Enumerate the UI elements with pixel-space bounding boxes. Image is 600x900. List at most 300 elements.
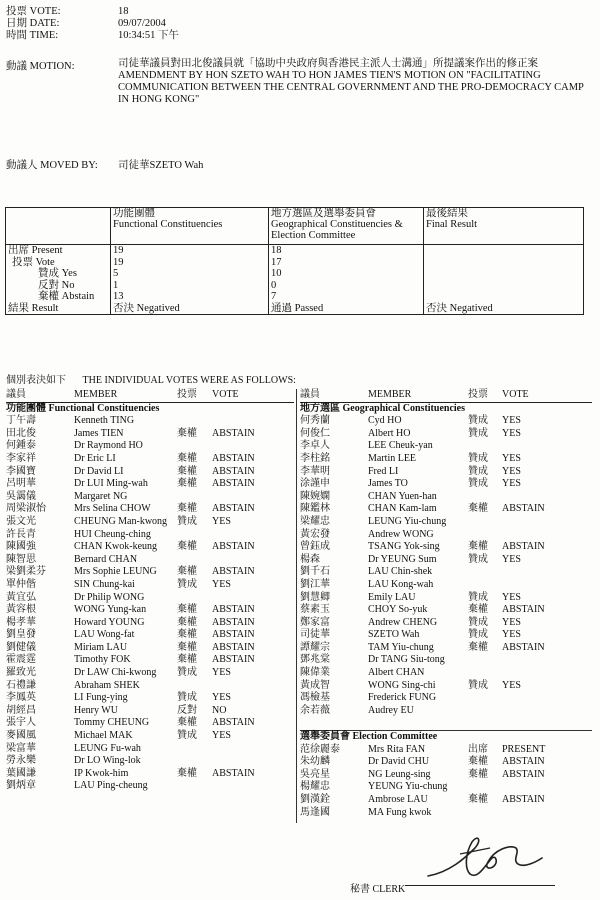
table-row (300, 415, 592, 428)
member-name: Dr David LI (74, 465, 124, 477)
table-row (6, 453, 294, 466)
vote-value: ABSTAIN (502, 794, 545, 805)
vote-value: ABSTAIN (502, 768, 545, 780)
table-row (6, 705, 294, 718)
summary-label-result: 結果 Result (8, 302, 59, 314)
table-row (300, 453, 592, 466)
vote-cn: 棄權 (468, 768, 488, 780)
vote-value: YES (502, 452, 521, 464)
table-row (6, 680, 294, 693)
vote-cn: 出席 (468, 743, 488, 755)
member-name-cn: 張文光 (6, 515, 36, 527)
table-row (300, 554, 592, 567)
member-name-cn: 陳鑑林 (300, 503, 330, 515)
member-name-cn: 李柱銘 (300, 452, 330, 464)
vote-value: YES (502, 553, 521, 565)
vote-value: ABSTAIN (212, 767, 255, 779)
vote-number-line (6, 6, 129, 18)
member-name: Andrew CHENG (368, 616, 438, 628)
table-row (300, 667, 592, 680)
table-row (6, 629, 294, 642)
vote-cn: 贊成 (468, 452, 488, 464)
summary-fc-values (111, 245, 269, 315)
vote-cn: 贊成 (468, 679, 488, 691)
fc-column-header: 功能團體 Functional Constituencies (111, 208, 269, 245)
member-name-cn: 鄧兆棠 (300, 654, 330, 666)
table-row (300, 781, 592, 794)
vote-value: ABSTAIN (212, 478, 255, 490)
member-name: Frederick FUNG (368, 692, 437, 704)
gc-section-title: 地方選區 Geographical Constituencies (300, 402, 465, 414)
fc-vote: 19 (113, 256, 124, 268)
member-name: MA Fung kwok (368, 806, 432, 818)
individual-heading-en: THE INDIVIDUAL VOTES WERE AS FOLLOWS: (82, 375, 296, 386)
table-row (300, 617, 592, 630)
member-name-cn: 陳智思 (6, 553, 36, 565)
member-name-cn: 譚耀宗 (300, 641, 330, 653)
member-name: SIN Chung-kai (74, 578, 135, 590)
table-row (6, 529, 294, 542)
col-vote-right: VOTE (502, 389, 529, 400)
member-name: Bernard CHAN (74, 553, 138, 565)
member-name: LAU Wong-fat (74, 629, 135, 641)
member-name-cn: 梁劉柔芬 (6, 566, 46, 578)
table-row (6, 667, 294, 680)
member-name: LAU Kong-wah (368, 578, 434, 590)
vote-value: YES (502, 465, 521, 477)
gc-present: 18 (271, 245, 282, 256)
vote-value: ABSTAIN (502, 541, 545, 553)
vote-label: 投票 VOTE: (6, 6, 61, 17)
vote-cn: 棄權 (177, 465, 197, 477)
clerk-label: 秘書 CLERK (350, 884, 406, 895)
table-row (300, 654, 592, 667)
table-row (6, 717, 294, 730)
table-row (6, 491, 294, 504)
summary-gc-values (269, 245, 424, 315)
summary-label-present: 出席 Present (8, 245, 63, 256)
vote-value: ABSTAIN (212, 566, 255, 578)
table-row (6, 566, 294, 579)
vote-value: YES (502, 629, 521, 641)
vote-value: YES (502, 591, 521, 603)
time-line (6, 30, 179, 42)
mover-label: 動議人 MOVED BY: (6, 160, 98, 171)
member-name: CHOY So-yuk (368, 604, 428, 616)
member-name-cn: 涂謹申 (300, 478, 330, 490)
vote-value: YES (212, 578, 231, 590)
member-name: Mrs Rita FAN (368, 743, 426, 755)
vote-value: ABSTAIN (212, 616, 255, 628)
member-name: Michael MAK (74, 730, 133, 742)
vote-cn: 棄權 (468, 503, 488, 515)
member-name-cn: 蔡素玉 (300, 604, 330, 616)
member-name: James TIEN (74, 427, 124, 439)
member-name: Cyd HO (368, 415, 402, 427)
member-name-cn: 葉國謙 (6, 767, 36, 779)
member-name-cn: 何俊仁 (300, 427, 330, 439)
time-label: 時間 TIME: (6, 30, 59, 41)
table-row (300, 541, 592, 554)
gc-no: 0 (271, 279, 277, 291)
member-name-cn: 李國寶 (6, 465, 36, 477)
vote-value: ABSTAIN (212, 503, 255, 515)
summary-label-yes: 贊成 Yes (38, 268, 77, 279)
member-name-cn: 黃宏發 (300, 528, 330, 540)
fc-yes: 5 (113, 268, 119, 279)
vote-value: ABSTAIN (212, 604, 255, 616)
vote-cn: 棄權 (177, 654, 197, 666)
date-line (6, 18, 166, 30)
vote-cn: 棄權 (468, 756, 488, 768)
table-row (300, 692, 592, 705)
vote-value: YES (502, 679, 521, 691)
table-row (300, 592, 592, 605)
member-name-cn: 劉漢銓 (300, 794, 330, 805)
member-name: YEUNG Yiu-chung (368, 781, 448, 793)
gc-abstain: 7 (271, 291, 277, 302)
fc-vote-list (6, 389, 294, 793)
vote-cn: 棄權 (177, 427, 197, 439)
vote-value: YES (502, 616, 521, 628)
member-name: HUI Cheung-ching (74, 528, 151, 540)
fc-section-title: 功能團體 Functional Constituencies (6, 402, 160, 414)
summary-label-no: 反對 No (38, 279, 75, 291)
member-name: SZETO Wah (368, 629, 420, 641)
member-name-cn: 何秀蘭 (300, 415, 330, 427)
table-row (300, 466, 592, 479)
table-row (300, 478, 592, 491)
mover-value: 司徒華SZETO Wah (118, 160, 204, 171)
gc-result: 通過 Passed (271, 302, 324, 314)
member-name: Dr LO Wing-lok (74, 755, 141, 767)
vote-value: ABSTAIN (212, 427, 255, 439)
table-row (6, 478, 294, 491)
col-member-right: MEMBER (368, 389, 412, 400)
motion-text (118, 58, 588, 106)
member-name: CHAN Yuen-han (368, 490, 437, 502)
vote-cn: 贊成 (468, 591, 488, 603)
member-name: Albert CHAN (368, 667, 425, 679)
member-name: NG Leung-sing (368, 768, 431, 780)
member-name-cn: 劉江華 (300, 578, 330, 590)
vote-cn: 棄權 (177, 616, 197, 628)
member-name: CHAN Kwok-keung (74, 541, 158, 553)
vote-cn: 棄權 (177, 717, 197, 729)
member-name: Dr TANG Siu-tong (368, 654, 445, 666)
member-name: LEUNG Yiu-chung (368, 515, 447, 527)
member-name-cn: 李華明 (300, 465, 330, 477)
table-row (6, 730, 294, 743)
vote-cn: 贊成 (177, 515, 197, 527)
table-row (300, 680, 592, 693)
vote-cn: 棄權 (177, 452, 197, 464)
member-name-cn: 余若薇 (300, 704, 330, 716)
member-name-cn: 楊耀忠 (300, 781, 330, 793)
member-name-cn: 吳靄儀 (6, 490, 36, 502)
member-name-cn: 劉慧卿 (300, 591, 330, 603)
member-name-cn: 羅致光 (6, 667, 36, 679)
member-name-cn: 李家祥 (6, 452, 36, 464)
member-name: LAU Chin-shek (368, 566, 433, 578)
table-row (6, 541, 294, 554)
vote-value: ABSTAIN (212, 717, 255, 729)
gc-vote: 17 (271, 256, 282, 268)
member-name: Audrey EU (368, 704, 414, 716)
member-name: Miriam LAU (74, 641, 128, 653)
gc-vote-list (300, 389, 592, 819)
table-row (300, 794, 592, 807)
motion-label: 動議 MOTION: (6, 61, 75, 72)
table-row (6, 554, 294, 567)
motion-chinese: 司徒華議員對田北俊議員就「協助中央政府與香港民主派人士溝通」所提議案作出的修正案 (118, 58, 538, 69)
vote-value: ABSTAIN (212, 541, 255, 553)
member-name: Dr YEUNG Sum (368, 553, 437, 565)
fc-abstain: 13 (113, 291, 124, 302)
vote-cn: 棄權 (177, 541, 197, 553)
member-name-cn: 馬逢國 (300, 806, 330, 818)
vote-cn: 贊成 (468, 629, 488, 641)
member-name: Mrs Selina CHOW (74, 503, 151, 515)
member-name-cn: 黃宜弘 (6, 591, 36, 603)
table-row (6, 428, 294, 441)
vote-cn: 贊成 (468, 616, 488, 628)
member-name: TSANG Yok-sing (368, 541, 440, 553)
vote-cn: 贊成 (177, 730, 197, 742)
table-row (300, 491, 592, 504)
member-name-cn: 劉皇發 (6, 629, 36, 641)
member-name: LI Fung-ying (74, 692, 128, 704)
member-name-cn: 黃成智 (300, 679, 330, 691)
table-row (6, 516, 294, 529)
member-name-cn: 楊孝華 (6, 616, 36, 628)
vote-value: YES (212, 730, 231, 742)
table-row (6, 503, 294, 516)
member-name-cn: 陳偉業 (300, 667, 330, 679)
member-name: Andrew WONG (368, 528, 434, 540)
vote-cn: 棄權 (177, 503, 197, 515)
member-name: Kenneth TING (74, 415, 135, 427)
vote-value: ABSTAIN (212, 654, 255, 666)
vote-cn: 棄權 (177, 629, 197, 641)
member-name-cn: 曾鈺成 (300, 541, 330, 553)
member-name: Albert HO (368, 427, 411, 439)
member-name-cn: 丁午壽 (6, 415, 36, 427)
member-name: Dr Eric LI (74, 452, 116, 464)
vote-value: ABSTAIN (502, 641, 545, 653)
vote-value: ABSTAIN (502, 604, 545, 616)
table-row (6, 466, 294, 479)
member-name-cn: 呂明華 (6, 478, 36, 490)
result-summary-table (5, 207, 584, 315)
table-row (6, 755, 294, 768)
member-name: WONG Yung-kan (74, 604, 147, 616)
motion-english: AMENDMENT BY HON SZETO WAH TO HON JAMES TIEN'S MOTION ON "FACILITATING COMMUNICATION BETWEEN THE CENTRAL GOVERNMENT AND THE PRO-DEMOCRACY CAMP IN HONG KONG" (118, 70, 584, 105)
member-name: Margaret NG (74, 490, 128, 502)
gc-yes: 10 (271, 268, 282, 279)
member-name: LEE Cheuk-yan (368, 440, 433, 452)
member-name-cn: 司徒華 (300, 629, 330, 641)
table-row (6, 617, 294, 630)
fc-no: 1 (113, 279, 119, 291)
date-label: 日期 DATE: (6, 18, 60, 29)
member-name-cn: 周梁淑怡 (6, 503, 46, 515)
column-divider (296, 389, 297, 823)
vote-cn: 棄權 (468, 541, 488, 553)
vote-cn: 贊成 (177, 667, 197, 679)
clerk-signature-icon (420, 828, 550, 886)
member-name-cn: 梁耀忠 (300, 515, 330, 527)
table-row (6, 780, 294, 793)
table-row (300, 529, 592, 542)
vote-cn: 棄權 (468, 641, 488, 653)
vote-cn: 贊成 (177, 692, 197, 704)
summary-final (424, 245, 584, 315)
table-row (300, 642, 592, 655)
member-name: IP Kwok-him (74, 767, 129, 779)
col-member: MEMBER (74, 389, 118, 400)
vote-value: YES (212, 515, 231, 527)
member-name: TAM Yiu-chung (368, 641, 434, 653)
member-name: Dr LUI Ming-wah (74, 478, 148, 490)
final-column-header: 最後結果 Final Result (424, 208, 584, 245)
vote-value: YES (212, 692, 231, 704)
table-row (6, 768, 294, 781)
table-row (6, 743, 294, 756)
table-row (300, 579, 592, 592)
member-name-cn: 李卓人 (300, 440, 330, 452)
vote-value: NO (212, 704, 227, 716)
member-name-cn: 朱幼麟 (300, 756, 330, 768)
member-name-cn: 霍震霆 (6, 654, 36, 666)
table-row (300, 756, 592, 769)
member-name-cn: 何鍾泰 (6, 440, 36, 452)
fc-result: 否決 Negatived (113, 302, 180, 314)
vote-cn: 贊成 (468, 478, 488, 490)
member-name-cn: 劉炳章 (6, 780, 36, 792)
member-name: WONG Sing-chi (368, 679, 436, 691)
member-name-cn: 梁富華 (6, 742, 36, 754)
member-name-cn: 許長青 (6, 528, 36, 540)
member-name: LEUNG Fu-wah (74, 742, 141, 754)
table-row (300, 629, 592, 642)
date-value: 09/07/2004 (118, 18, 166, 29)
individual-heading-cn: 個別表決如下 (6, 375, 66, 386)
member-name: CHAN Kam-lam (368, 503, 437, 515)
table-row (300, 516, 592, 529)
table-row (6, 579, 294, 592)
vote-cn: 棄權 (177, 566, 197, 578)
member-name: Abraham SHEK (74, 679, 140, 691)
fc-present: 19 (113, 245, 124, 256)
col-vote-cn-right: 投票 (468, 389, 488, 400)
member-name: Dr LAW Chi-kwong (74, 667, 157, 679)
vote-value: PRESENT (502, 743, 546, 755)
left-column-headers (6, 389, 294, 403)
vote-cn: 棄權 (177, 604, 197, 616)
table-row (6, 604, 294, 617)
vote-value: YES (212, 667, 231, 679)
table-row (300, 440, 592, 453)
vote-value: ABSTAIN (212, 641, 255, 653)
member-name-cn: 張宇人 (6, 717, 36, 729)
member-name-cn: 單仲偕 (6, 578, 36, 590)
member-name: James TO (368, 478, 408, 490)
vote-value: ABSTAIN (502, 503, 545, 515)
member-name: Emily LAU (368, 591, 416, 603)
ec-section-title: 選舉委員會 Election Committee (300, 731, 438, 743)
summary-labels (6, 245, 111, 315)
member-name-cn: 楊森 (300, 553, 320, 565)
member-name: Howard YOUNG (74, 616, 145, 628)
member-name-cn: 鄭家富 (300, 616, 330, 628)
vote-value: ABSTAIN (212, 465, 255, 477)
member-name: Timothy FOK (74, 654, 131, 666)
vote-value: YES (502, 427, 521, 439)
member-name: Dr David CHU (368, 756, 430, 768)
col-vote: VOTE (212, 389, 239, 400)
table-row (300, 705, 592, 718)
member-name: Martin LEE (368, 452, 417, 464)
vote-value: ABSTAIN (502, 756, 545, 768)
member-name-cn: 李鳳英 (6, 692, 36, 704)
table-row (6, 654, 294, 667)
member-name-cn: 麥國風 (6, 730, 36, 742)
table-row (300, 744, 592, 757)
table-row (6, 692, 294, 705)
vote-cn: 贊成 (468, 415, 488, 427)
summary-label-vote: 投票 Vote (12, 256, 55, 268)
time-value: 10:34:51 下午 (118, 30, 179, 41)
table-row (300, 566, 592, 579)
table-row (300, 807, 592, 820)
final-result: 否決 Negatived (426, 302, 493, 314)
member-name-cn: 石禮謙 (6, 679, 36, 691)
member-name-cn: 劉千石 (300, 566, 330, 578)
vote-cn: 棄權 (468, 794, 488, 805)
member-name-cn: 劉健儀 (6, 641, 36, 653)
table-row (6, 592, 294, 605)
member-name-cn: 范徐麗泰 (300, 743, 340, 755)
table-row (300, 428, 592, 441)
member-name: Henry WU (74, 704, 118, 716)
signature-line (405, 885, 555, 886)
vote-value: YES (502, 478, 521, 490)
member-name: Dr Raymond HO (74, 440, 143, 452)
member-name-cn: 吳亮星 (300, 768, 330, 780)
vote-cn: 贊成 (468, 465, 488, 477)
member-name: Dr Philip WONG (74, 591, 145, 603)
member-name: Fred LI (368, 465, 399, 477)
table-row (6, 415, 294, 428)
member-name-cn: 陳婉嫻 (300, 490, 330, 502)
summary-label-abstain: 棄權 Abstain (38, 291, 95, 302)
col-cn: 議員 (6, 389, 26, 400)
vote-cn: 棄權 (468, 604, 488, 616)
gc-column-header: 地方選區及選舉委員會 Geographical Constituencies & Election Committee (269, 208, 424, 245)
table-row (6, 440, 294, 453)
individual-heading (6, 371, 296, 386)
member-name: LAU Ping-cheung (74, 780, 148, 792)
member-name: Mrs Sophie LEUNG (74, 566, 157, 578)
vote-cn: 棄權 (177, 767, 197, 779)
member-name-cn: 胡經昌 (6, 704, 36, 716)
table-row (6, 642, 294, 655)
table-row (300, 503, 592, 516)
member-name-cn: 陳國強 (6, 541, 36, 553)
member-name: Ambrose LAU (368, 794, 428, 805)
vote-value: ABSTAIN (212, 629, 255, 641)
